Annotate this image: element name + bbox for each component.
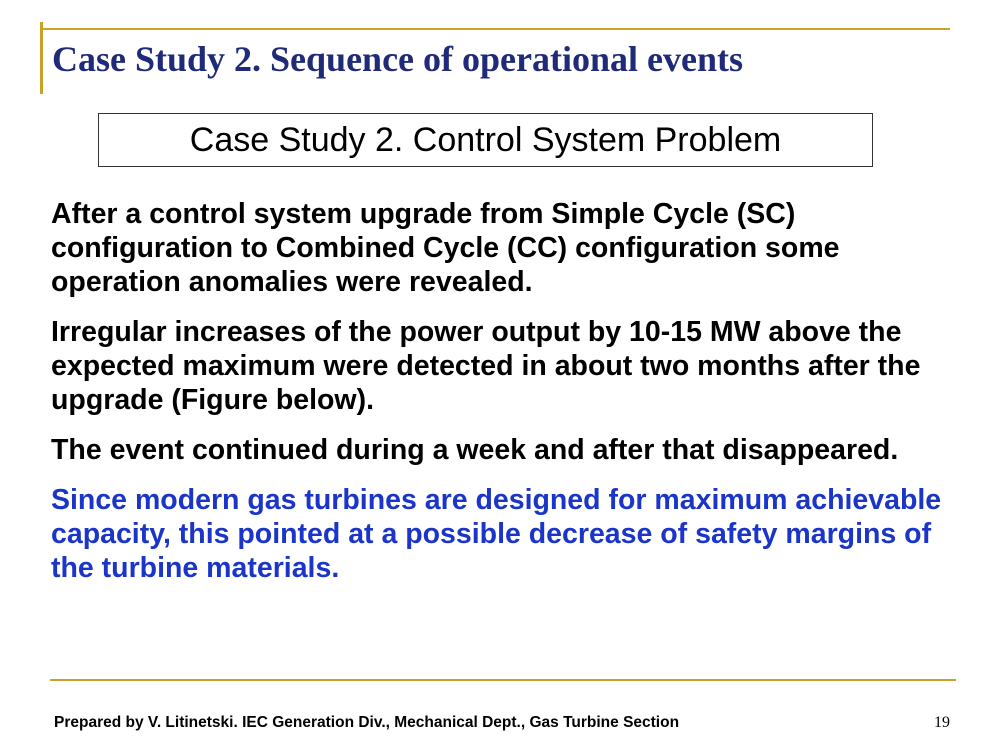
subtitle-box: Case Study 2. Control System Problem: [98, 113, 873, 167]
page-number: 19: [934, 714, 950, 731]
footer-credit: Prepared by V. Litinetski. IEC Generation Div., Mechanical Dept., Gas Turbine Section: [54, 714, 680, 731]
title-accent-rule-horizontal: [40, 28, 950, 30]
paragraph-event-duration: The event continued during a week and after that disappeared.: [51, 434, 899, 466]
paragraph-power-increase: Irregular increases of the power output by 10-15 MW above the expected maximum were detected in about two months after the upgrade (Figure below).: [51, 316, 921, 416]
footer-rule: [50, 679, 956, 681]
paragraph-upgrade: After a control system upgrade from Simple Cycle (SC) configuration to Combined Cycle (CC) configuration some operation anomalies were revealed.: [51, 198, 840, 298]
slide-title: Case Study 2. Sequence of operational events: [52, 39, 743, 79]
title-accent-rule-vertical: [40, 22, 43, 94]
slide-body: [51, 197, 971, 585]
paragraph-safety-margins: Since modern gas turbines are designed for maximum achievable capacity, this pointed at a possible decrease of safety margins of the turbine materials.: [51, 484, 942, 584]
